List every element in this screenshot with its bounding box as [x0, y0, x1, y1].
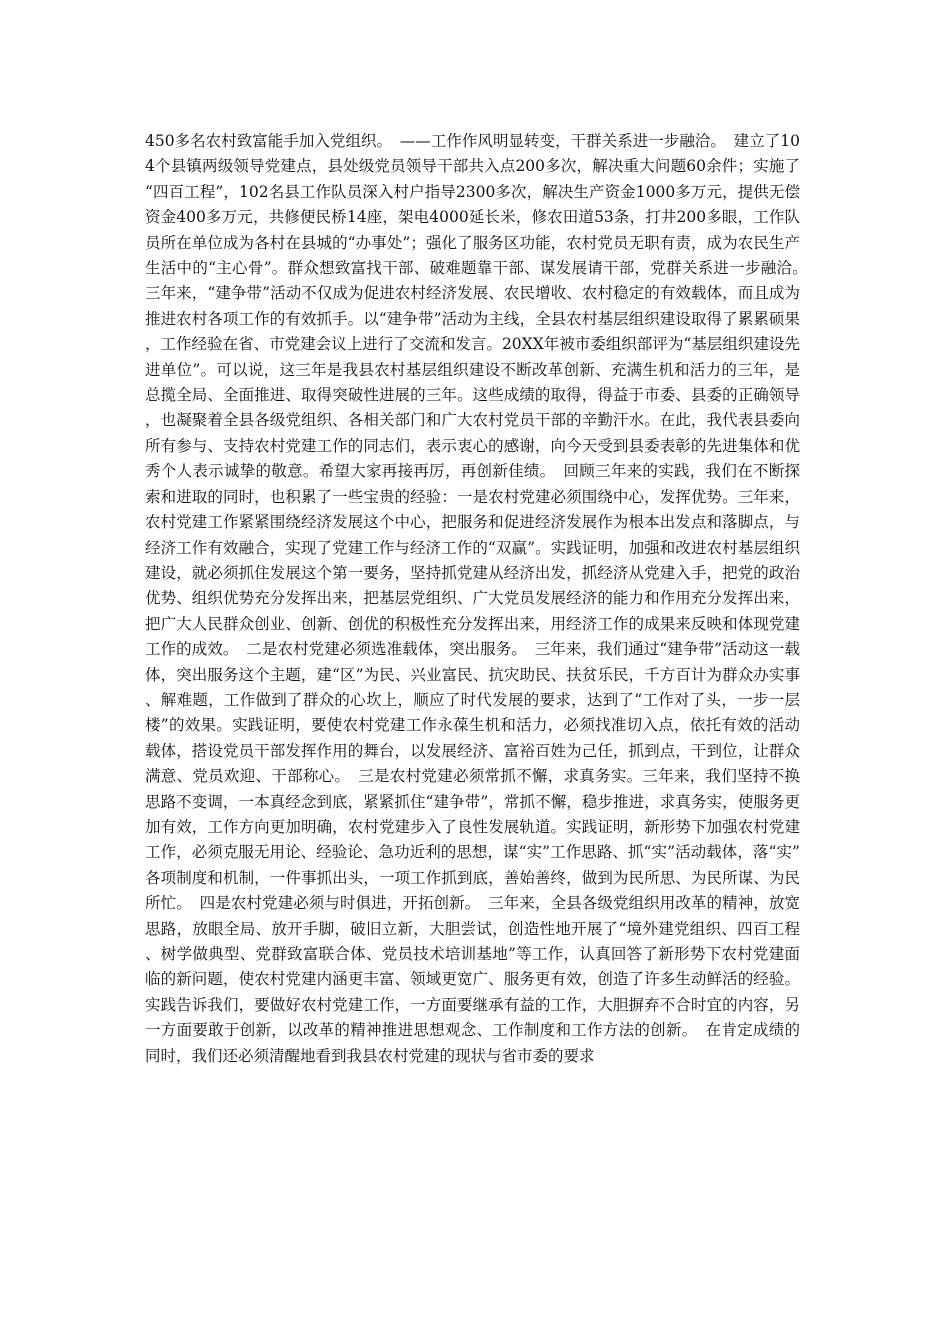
body-paragraph: 450多名农村致富能手加入党组织。 ——工作作风明显转变，干群关系进一步融洽。 建立了104个县镇两级领导党建点，县处级党员领导干部共入点200多次，解决重大问题60余件；实施了“四百工程”，102名县工作队员深入村户指导2300多次，解决生产资金1000多万元，提供无偿资金400多万元，共修便民桥14座，架电4000延长米，修农田道53条，打井200多眼，工作队员所在单位成为各村在县城的“办事处”；强化了服务区功能，农村党员无职有责，成为农民生产生活中的“主心骨”。群众想致富找干部、破难题靠干部、谋发展请干部，党群关系进一步融洽。 三年来，“建争带”活动不仅成为促进农村经济发展、农民增收、农村稳定的有效载体，而且成为推进农村各项工作的有效抓手。以“建争带”活动为主线，全县农村基层组织建设取得了累累硕果，工作经验在省、市党建会议上进行了交流和发言。20XX年被市委组织部评为“基层组织建设先进单位”。可以说，这三年是我县农村基层组织建设不断改革创新、充满生机和活力的三年，是总揽全局、全面推进、取得突破性进展的三年。这些成绩的取得，得益于市委、县委的正确领导，也凝聚着全县各级党组织、各相关部门和广大农村党员干部的辛勤汗水。在此，我代表县委向所有参与、支持农村党建工作的同志们，表示衷心的感谢，向今天受到县委表彰的先进集体和优秀个人表示诚挚的敬意。希望大家再接再厉，再创新佳绩。 回顾三年来的实践，我们在不断探索和进取的同时，也积累了一些宝贵的经验：一是农村党建必须围绕中心，发挥优势。三年来，农村党建工作紧紧围绕经济发展这个中心，把服务和促进经济发展作为根本出发点和落脚点，与经济工作有效融合，实现了党建工作与经济工作的“双赢”。实践证明，加强和改进农村基层组织建设，就必须抓住发展这个第一要务，坚持抓党建从经济出发，抓经济从党建入手，把党的政治优势、组织优势充分发挥出来，把基层党组织、广大党员发展经济的能力和作用充分发挥出来，把广大人民群众创业、创新、创优的积极性充分发挥出来，用经济工作的成果来反映和体现党建工作的成效。 二是农村党建必须选准载体，突出服务。 三年来，我们通过“建争带”活动这一载体，突出服务这个主题，建“区”为民、兴业富民、抗灾助民、扶贫乐民，千方百计为群众办实事、解难题，工作做到了群众的心坎上，顺应了时代发展的要求，达到了“工作对了头，一步一层楼”的效果。实践证明，要使农村党建工作永葆生机和活力，必须找准切入点，依托有效的活动载体，搭设党员干部发挥作用的舞台，以发展经济、富裕百姓为己任，抓到点，干到位，让群众满意、党员欢迎、干部称心。 三是农村党建必须常抓不懈，求真务实。三年来，我们坚持不换思路不变调，一本真经念到底，紧紧抓住“建争带”，常抓不懈，稳步推进，求真务实，使服务更加有效，工作方向更加明确，农村党建步入了良性发展轨道。实践证明，新形势下加强农村党建工作，必须克服无用论、经验论、急功近利的思想，谋“实”工作思路、抓“实”活动载体，落“实”各项制度和机制，一件事抓出头，一项工作抓到底，善始善终，做到为民所思、为民所谋、为民所忙。 四是农村党建必须与时俱进，开拓创新。 三年来，全县各级党组织用改革的精神，放宽思路，放眼全局、放开手脚，破旧立新，大胆尝试，创造性地开展了“境外建党组织、四百工程、树学做典型、党群致富联合体、党员技术培训基地”等工作，认真回答了新形势下农村党建面临的新问题，使农村党建内涵更丰富、领域更宽广、服务更有效，创造了许多生动鲜活的经验。实践告诉我们，要做好农村党建工作，一方面要继承有益的工作，大胆摒弃不合时宜的内容，另一方面要敢于创新，以改革的精神推进思想观念、工作制度和工作方法的创新。 在肯定成绩的同时，我们还必须清醒地看到我县农村党建的现状与省市委的要求	[145, 132, 816, 1065]
document-page	[145, 129, 816, 1249]
